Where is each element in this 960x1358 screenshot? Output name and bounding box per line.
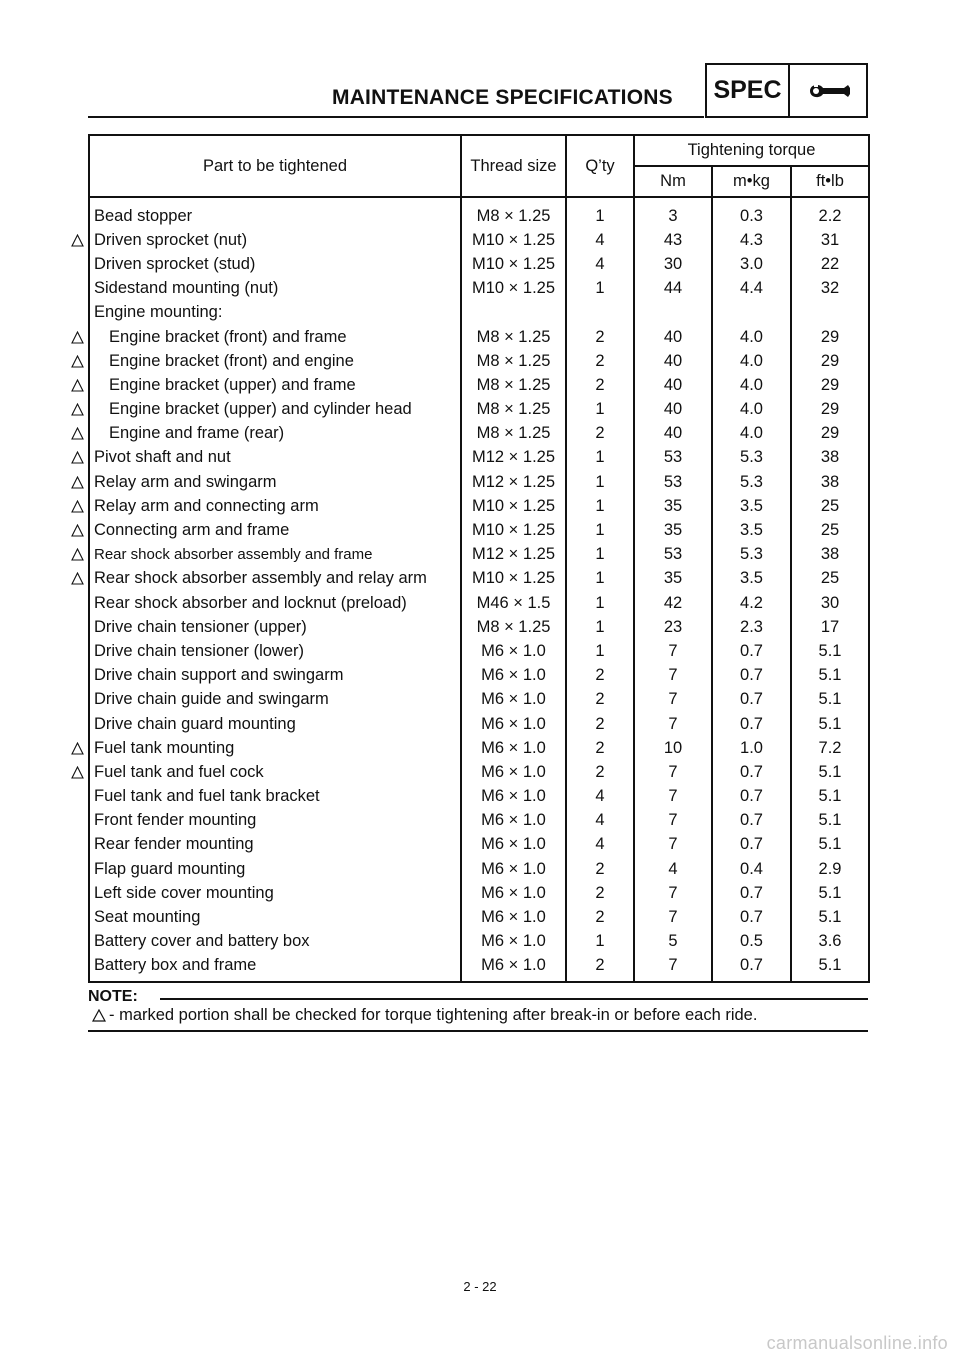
table-row [89,349,869,373]
cell-thread: M8 × 1.25 [461,398,566,422]
cell-mkg: 3.5 [712,567,791,591]
cell-mkg: 0.7 [712,760,791,784]
cell-thread: M6 × 1.0 [461,881,566,905]
note-label: NOTE: [88,988,138,1005]
cell-nm: 5 [634,930,712,954]
triangle-mark-icon [71,451,84,464]
table-row [89,857,869,881]
header-nm: Nm [634,166,712,197]
cell-thread: M10 × 1.25 [461,228,566,252]
cell-thread: M6 × 1.0 [461,688,566,712]
triangle-mark-icon [71,572,84,585]
cell-mkg [712,301,791,325]
cell-qty: 2 [566,422,634,446]
table-row [89,760,869,784]
triangle-mark-icon [71,355,84,368]
cell-mkg: 0.7 [712,905,791,929]
cell-qty [566,301,634,325]
cell-part: Rear fender mounting [89,833,461,857]
cell-thread: M10 × 1.25 [461,277,566,301]
table-row [89,277,869,301]
cell-part: Relay arm and connecting arm [89,494,461,518]
cell-nm: 7 [634,639,712,663]
table-row [89,712,869,736]
cell-thread: M12 × 1.25 [461,446,566,470]
cell-qty: 1 [566,518,634,542]
triangle-mark-icon [71,403,84,416]
cell-nm: 7 [634,688,712,712]
cell-thread: M10 × 1.25 [461,494,566,518]
page-title: MAINTENANCE SPECIFICATIONS [332,86,673,109]
cell-thread: M46 × 1.5 [461,591,566,615]
cell-nm: 40 [634,398,712,422]
cell-mkg: 4.0 [712,422,791,446]
header-part: Part to be tightened [89,135,461,197]
cell-mkg: 0.5 [712,930,791,954]
cell-part: Flap guard mounting [89,857,461,881]
cell-part: Fuel tank mounting [89,736,461,760]
cell-mkg: 3.0 [712,252,791,276]
cell-nm: 40 [634,373,712,397]
table-row [89,954,869,982]
cell-thread: M8 × 1.25 [461,349,566,373]
triangle-mark-icon [71,524,84,537]
cell-mkg: 5.3 [712,446,791,470]
cell-ftlb: 29 [791,422,869,446]
cell-qty: 1 [566,591,634,615]
table-body [89,197,869,982]
cell-qty: 1 [566,277,634,301]
table-row [89,833,869,857]
cell-thread: M6 × 1.0 [461,809,566,833]
table-row [89,688,869,712]
cell-ftlb: 25 [791,518,869,542]
cell-part: Seat mounting [89,905,461,929]
cell-mkg: 0.7 [712,664,791,688]
cell-part: Drive chain guard mounting [89,712,461,736]
cell-qty: 1 [566,615,634,639]
cell-part: Connecting arm and frame [89,518,461,542]
cell-qty: 4 [566,252,634,276]
cell-thread: M6 × 1.0 [461,857,566,881]
table-row [89,881,869,905]
cell-nm: 40 [634,325,712,349]
table-row [89,567,869,591]
cell-ftlb: 5.1 [791,833,869,857]
cell-qty: 4 [566,228,634,252]
cell-ftlb: 5.1 [791,760,869,784]
note-divider-top [160,998,868,1000]
cell-nm: 42 [634,591,712,615]
cell-part: Drive chain support and swingarm [89,664,461,688]
cell-qty: 1 [566,197,634,228]
cell-thread: M6 × 1.0 [461,664,566,688]
cell-nm: 23 [634,615,712,639]
cell-nm: 35 [634,494,712,518]
cell-mkg: 4.2 [712,591,791,615]
cell-qty: 2 [566,712,634,736]
cell-ftlb: 5.1 [791,954,869,982]
cell-qty: 4 [566,785,634,809]
cell-qty: 1 [566,398,634,422]
cell-thread: M6 × 1.0 [461,785,566,809]
cell-part: Left side cover mounting [89,881,461,905]
cell-ftlb: 5.1 [791,639,869,663]
table-row [89,197,869,228]
table-row [89,470,869,494]
cell-nm: 40 [634,349,712,373]
cell-part: Engine mounting: [89,301,461,325]
cell-thread: M8 × 1.25 [461,373,566,397]
cell-nm: 7 [634,833,712,857]
cell-qty: 4 [566,809,634,833]
cell-nm: 30 [634,252,712,276]
triangle-mark-icon [71,766,84,779]
table-row [89,398,869,422]
cell-nm: 3 [634,197,712,228]
cell-qty: 2 [566,954,634,982]
triangle-mark-icon [71,742,84,755]
cell-ftlb: 32 [791,277,869,301]
cell-nm: 53 [634,543,712,567]
cell-nm: 7 [634,664,712,688]
cell-ftlb: 3.6 [791,930,869,954]
cell-mkg: 0.7 [712,712,791,736]
table-row [89,446,869,470]
cell-thread: M12 × 1.25 [461,543,566,567]
table-row [89,228,869,252]
triangle-mark-icon [92,1009,106,1022]
cell-nm: 10 [634,736,712,760]
cell-qty: 1 [566,567,634,591]
cell-ftlb: 5.1 [791,905,869,929]
cell-nm: 35 [634,518,712,542]
cell-part: Rear shock absorber assembly and frame [89,543,461,567]
table-row [89,736,869,760]
cell-ftlb: 25 [791,567,869,591]
cell-nm: 35 [634,567,712,591]
cell-part: Rear shock absorber assembly and relay arm [89,567,461,591]
cell-ftlb: 25 [791,494,869,518]
cell-thread: M12 × 1.25 [461,470,566,494]
cell-nm: 43 [634,228,712,252]
triangle-mark-icon [71,331,84,344]
table-row [89,373,869,397]
cell-part: Engine bracket (front) and engine [89,349,461,373]
cell-part: Engine bracket (upper) and frame [89,373,461,397]
cell-part: Fuel tank and fuel cock [89,760,461,784]
cell-part: Pivot shaft and nut [89,446,461,470]
table-row [89,639,869,663]
cell-ftlb: 5.1 [791,664,869,688]
table-row [89,615,869,639]
cell-thread: M6 × 1.0 [461,833,566,857]
cell-mkg: 3.5 [712,518,791,542]
cell-thread [461,301,566,325]
cell-thread: M8 × 1.25 [461,615,566,639]
cell-mkg: 0.7 [712,688,791,712]
cell-thread: M6 × 1.0 [461,954,566,982]
table-row [89,422,869,446]
cell-part: Engine bracket (front) and frame [89,325,461,349]
cell-qty: 2 [566,905,634,929]
cell-ftlb: 31 [791,228,869,252]
table-row [89,252,869,276]
cell-thread: M6 × 1.0 [461,639,566,663]
cell-qty: 1 [566,543,634,567]
cell-nm: 7 [634,712,712,736]
cell-mkg: 0.7 [712,954,791,982]
cell-mkg: 0.7 [712,809,791,833]
cell-part: Engine and frame (rear) [89,422,461,446]
cell-thread: M6 × 1.0 [461,736,566,760]
cell-thread: M8 × 1.25 [461,325,566,349]
cell-qty: 1 [566,639,634,663]
cell-thread: M6 × 1.0 [461,905,566,929]
cell-part: Bead stopper [89,197,461,228]
table-row [89,518,869,542]
cell-ftlb: 38 [791,446,869,470]
cell-part: Drive chain tensioner (lower) [89,639,461,663]
table-row [89,664,869,688]
cell-ftlb: 5.1 [791,809,869,833]
cell-mkg: 0.7 [712,833,791,857]
cell-ftlb: 2.9 [791,857,869,881]
cell-ftlb: 17 [791,615,869,639]
cell-thread: M6 × 1.0 [461,930,566,954]
cell-qty: 2 [566,857,634,881]
triangle-mark-icon [71,379,84,392]
cell-part: Battery cover and battery box [89,930,461,954]
cell-mkg: 1.0 [712,736,791,760]
cell-nm: 7 [634,785,712,809]
cell-mkg: 4.0 [712,325,791,349]
cell-qty: 1 [566,470,634,494]
cell-mkg: 4.0 [712,349,791,373]
cell-qty: 1 [566,930,634,954]
tool-badge [790,63,868,118]
cell-mkg: 0.7 [712,639,791,663]
cell-qty: 2 [566,325,634,349]
wrench-icon [804,79,852,103]
cell-mkg: 0.7 [712,785,791,809]
cell-part: Drive chain tensioner (upper) [89,615,461,639]
cell-part: Fuel tank and fuel tank bracket [89,785,461,809]
cell-qty: 2 [566,373,634,397]
cell-ftlb: 30 [791,591,869,615]
cell-ftlb [791,301,869,325]
cell-mkg: 4.3 [712,228,791,252]
cell-ftlb: 7.2 [791,736,869,760]
cell-mkg: 4.0 [712,373,791,397]
cell-qty: 2 [566,349,634,373]
cell-mkg: 0.3 [712,197,791,228]
table-row [89,543,869,567]
triangle-mark-icon [71,548,84,561]
watermark: carmanualsonline.info [766,1333,948,1353]
cell-nm: 7 [634,881,712,905]
cell-nm: 44 [634,277,712,301]
table-row [89,494,869,518]
table-row [89,930,869,954]
note-text: - marked portion shall be checked for torque tightening after break-in or before each ride. [109,1006,758,1024]
cell-ftlb: 29 [791,398,869,422]
triangle-mark-icon [71,500,84,513]
cell-part: Sidestand mounting (nut) [89,277,461,301]
cell-nm: 40 [634,422,712,446]
cell-part: Driven sprocket (nut) [89,228,461,252]
cell-ftlb: 5.1 [791,881,869,905]
cell-ftlb: 5.1 [791,785,869,809]
cell-mkg: 4.0 [712,398,791,422]
cell-part: Front fender mounting [89,809,461,833]
cell-qty: 2 [566,688,634,712]
cell-ftlb: 22 [791,252,869,276]
cell-thread: M8 × 1.25 [461,197,566,228]
table-row [89,785,869,809]
note-divider-bottom [88,1030,868,1032]
page-number: 2 - 22 [463,1279,497,1294]
cell-thread: M10 × 1.25 [461,518,566,542]
spec-badge: SPEC [705,63,790,118]
cell-thread: M8 × 1.25 [461,422,566,446]
cell-mkg: 0.7 [712,881,791,905]
header-ftlb: ft•lb [791,166,869,197]
cell-qty: 2 [566,760,634,784]
cell-qty: 2 [566,664,634,688]
cell-qty: 1 [566,494,634,518]
cell-nm: 4 [634,857,712,881]
cell-mkg: 2.3 [712,615,791,639]
cell-nm: 53 [634,446,712,470]
cell-ftlb: 2.2 [791,197,869,228]
title-underline [88,116,704,118]
torque-table [88,134,870,983]
cell-nm: 7 [634,905,712,929]
cell-ftlb: 5.1 [791,688,869,712]
table-row [89,301,869,325]
cell-ftlb: 29 [791,373,869,397]
cell-thread: M10 × 1.25 [461,567,566,591]
triangle-mark-icon [71,427,84,440]
cell-mkg: 5.3 [712,470,791,494]
cell-nm: 7 [634,760,712,784]
cell-ftlb: 29 [791,325,869,349]
table-row [89,325,869,349]
cell-ftlb: 38 [791,543,869,567]
cell-qty: 2 [566,736,634,760]
cell-ftlb: 38 [791,470,869,494]
triangle-mark-icon [71,476,84,489]
header-torque: Tightening torque [634,135,869,166]
cell-qty: 2 [566,881,634,905]
cell-thread: M10 × 1.25 [461,252,566,276]
header-mkg: m•kg [712,166,791,197]
cell-qty: 4 [566,833,634,857]
header-thread: Thread size [461,135,566,197]
cell-nm: 7 [634,809,712,833]
cell-part: Relay arm and swingarm [89,470,461,494]
cell-mkg: 3.5 [712,494,791,518]
cell-part: Driven sprocket (stud) [89,252,461,276]
cell-ftlb: 5.1 [791,712,869,736]
cell-mkg: 5.3 [712,543,791,567]
cell-mkg: 4.4 [712,277,791,301]
table-row [89,809,869,833]
cell-nm: 53 [634,470,712,494]
cell-thread: M6 × 1.0 [461,712,566,736]
note-text-line [92,1006,757,1025]
cell-qty: 1 [566,446,634,470]
cell-part: Engine bracket (upper) and cylinder head [89,398,461,422]
table-row [89,905,869,929]
cell-part: Rear shock absorber and locknut (preload) [89,591,461,615]
cell-part: Drive chain guide and swingarm [89,688,461,712]
cell-mkg: 0.4 [712,857,791,881]
triangle-mark-icon [71,234,84,247]
cell-nm [634,301,712,325]
cell-part: Battery box and frame [89,954,461,982]
cell-ftlb: 29 [791,349,869,373]
cell-nm: 7 [634,954,712,982]
cell-thread: M6 × 1.0 [461,760,566,784]
table-row [89,591,869,615]
header-qty: Q’ty [566,135,634,197]
